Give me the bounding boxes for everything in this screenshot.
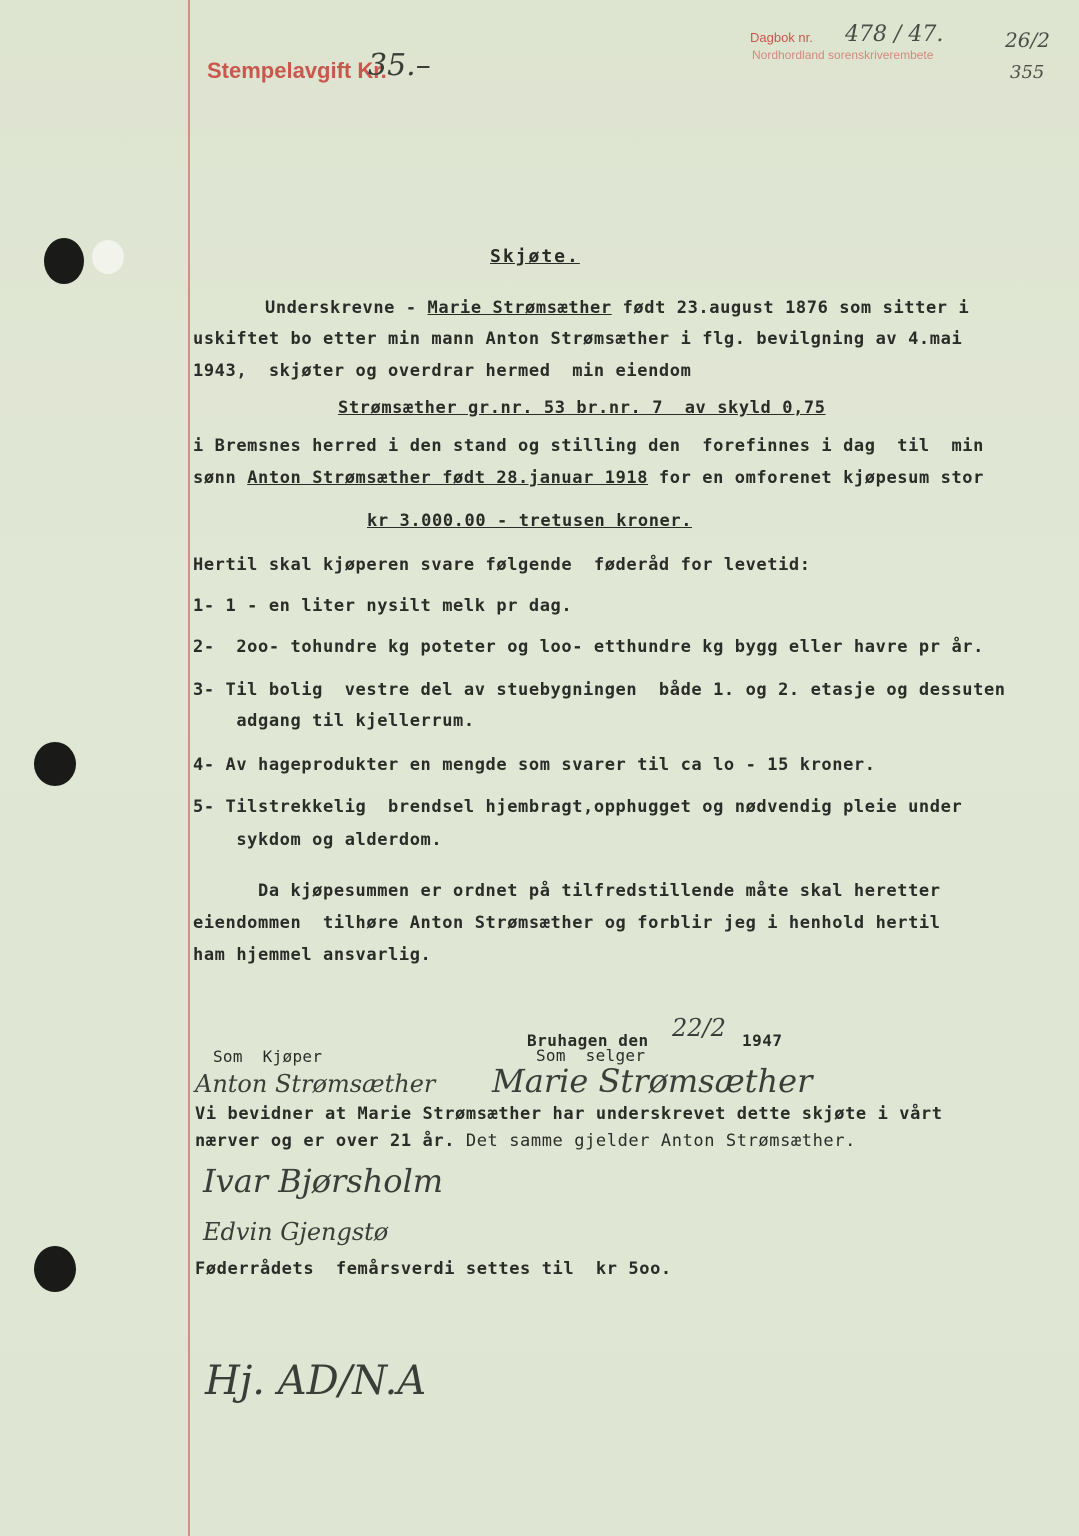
closing-line-2: eiendommen tilhøre Anton Strømsæther og forblir jeg i henhold hertil (193, 913, 941, 933)
intro-line-1 (265, 298, 969, 318)
document-title: Skjøte. (490, 246, 580, 267)
seller-name: Marie Strømsæther (427, 298, 612, 318)
list-item: 4- Av hageprodukter en mengde som svarer til ca lo - 15 kroner. (193, 755, 876, 775)
punch-hole-bottom (34, 1246, 76, 1292)
stamp-duty-label: Stempelavgift Kr. (207, 58, 387, 83)
journal-number: 478 / 47. (845, 22, 944, 47)
handwritten-date: 22/2 (672, 1014, 726, 1042)
list-intro: Hertil skal kjøperen svare følgende føderåd for levetid: (193, 555, 811, 575)
bottom-note: Hj. AD/N.A (205, 1358, 427, 1404)
place-date: Bruhagen den (527, 1031, 649, 1050)
witness-line-2 (195, 1131, 856, 1151)
punch-hole-top (44, 238, 84, 284)
para2-text: sønn (193, 468, 248, 488)
closing-line-3: ham hjemmel ansvarlig. (193, 945, 432, 965)
witness-text: nærver og er over 21 år. (195, 1131, 456, 1151)
closing-line-1: Da kjøpesummen er ordnet på tilfredstillende måte skal heretter (193, 881, 941, 901)
page-number: 355 (1010, 62, 1045, 83)
punch-hole-middle (34, 742, 76, 786)
seller-label: Som selger (536, 1046, 646, 1065)
witness-signature-2: Edvin Gjengstø (203, 1218, 389, 1246)
intro-line-3: 1943, skjøter og overdrar hermed min eiendom (193, 361, 692, 381)
list-item: 1- 1 - en liter nysilt melk pr dag. (193, 596, 573, 616)
property-designation: Strømsæther gr.nr. 53 br.nr. 7 av skyld 0,75 (338, 398, 826, 418)
office-stamp: Nordhordland sorenskriverembete (752, 48, 934, 62)
witness-line-1: Vi bevidner at Marie Strømsæther har underskrevet dette skjøte i vårt (195, 1104, 943, 1124)
witness-text-cont: Det samme gjelder Anton Strømsæther. (455, 1131, 856, 1151)
dagbok-label: Dagbok nr. (750, 30, 813, 45)
list-item: adgang til kjellerrum. (193, 711, 475, 731)
seller-signature: Marie Strømsæther (492, 1062, 813, 1100)
intro-text: Underskrevne - (265, 298, 428, 318)
list-item: 3- Til bolig vestre del av stuebygningen både 1. og 2. etasje og dessuten (193, 680, 1006, 700)
stamp-duty-amount: 35.– (368, 48, 431, 83)
value-line: Føderrådets femårsverdi settes til kr 5oo. (195, 1259, 672, 1279)
list-item: 2- 2oo- tohundre kg poteter og loo- etthundre kg bygg eller havre pr år. (193, 637, 984, 657)
registration-date: 26/2 (1005, 28, 1050, 52)
buyer-name: Anton Strømsæther født 28.januar 1918 (247, 468, 649, 488)
para2-line-2 (193, 468, 984, 488)
buyer-signature: Anton Strømsæther (195, 1070, 436, 1098)
list-item: sykdom og alderdom. (193, 830, 443, 850)
para2-line-1: i Bremsnes herred i den stand og stilling den forefinnes i dag til min (193, 436, 984, 456)
margin-line (188, 0, 190, 1536)
buyer-label: Som Kjøper (213, 1047, 323, 1066)
list-item: 5- Tilstrekkelig brendsel hjembragt,opphugget og nødvendig pleie under (193, 797, 963, 817)
purchase-price: kr 3.000.00 - tretusen kroner. (367, 511, 693, 531)
year: 1947 (742, 1031, 783, 1050)
intro-line-2: uskiftet bo etter min mann Anton Strømsæther i flg. bevilgning av 4.mai (193, 329, 963, 349)
para2-text-cont: for en omforenet kjøpesum stor (648, 468, 984, 488)
punch-hole-top-light (92, 240, 124, 274)
intro-text-cont: født 23.august 1876 som sitter i (611, 298, 970, 318)
witness-signature-1: Ivar Bjørsholm (203, 1162, 444, 1200)
